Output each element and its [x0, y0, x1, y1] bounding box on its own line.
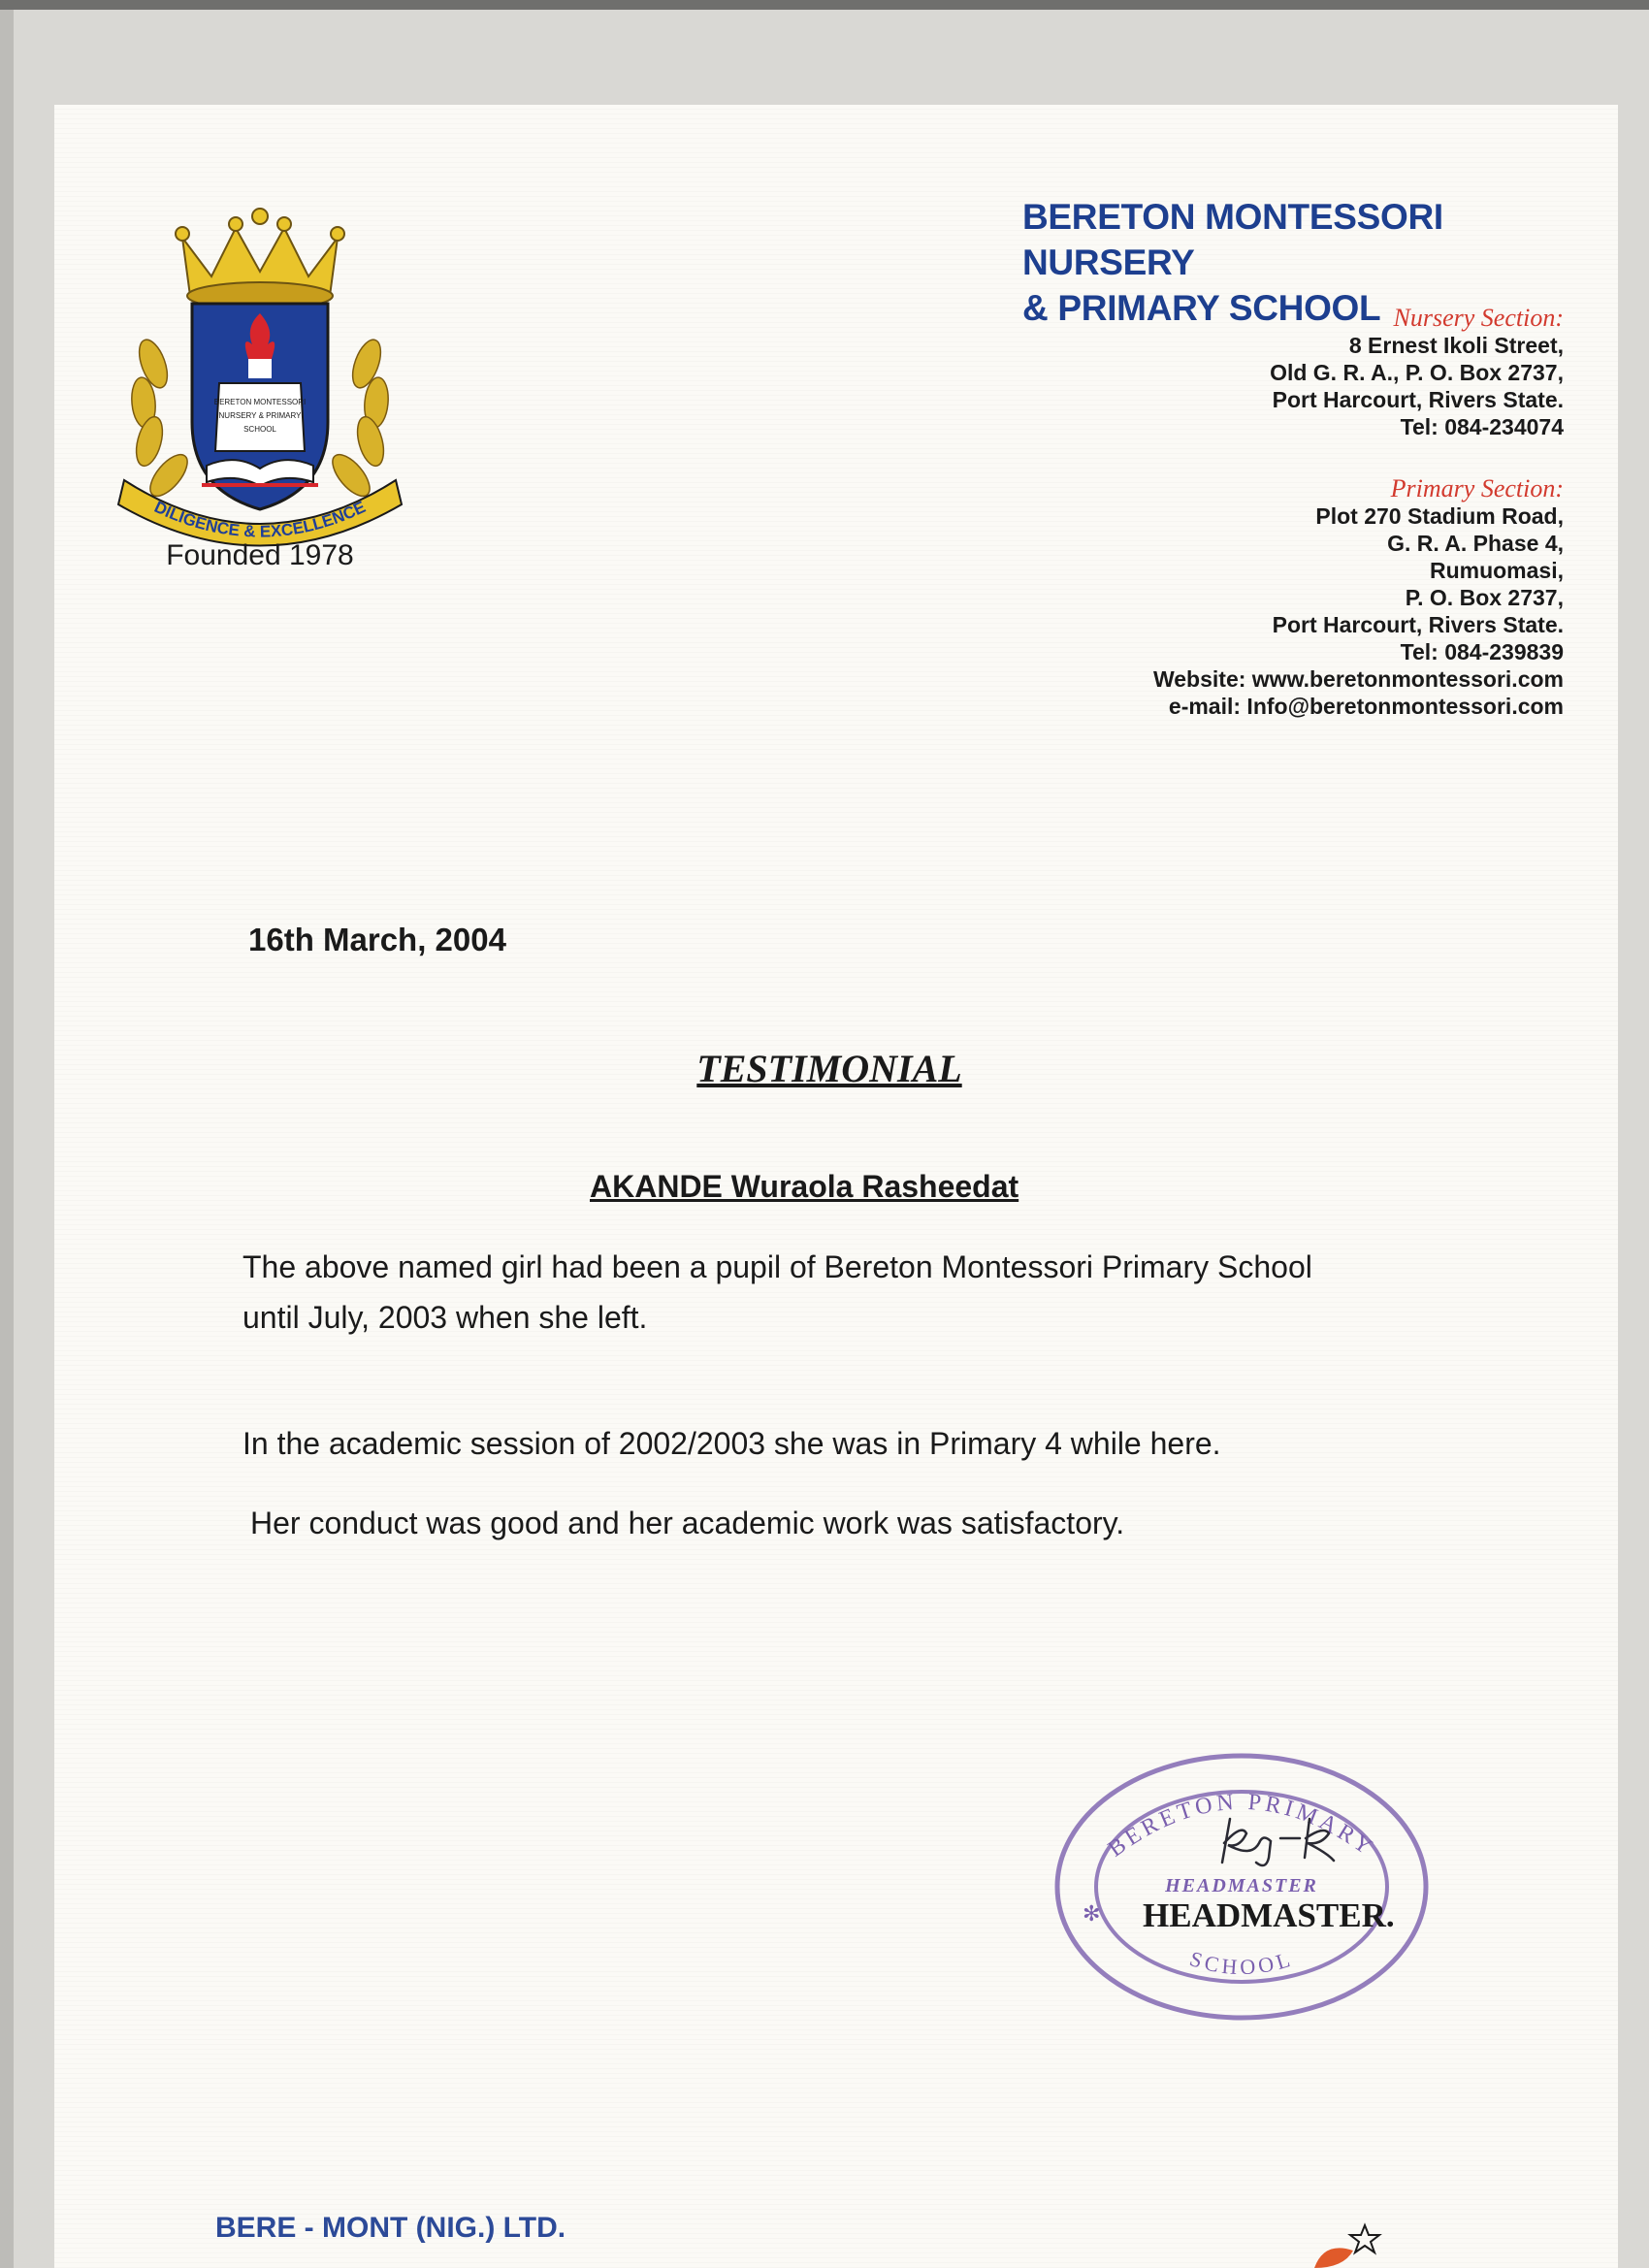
founded-year: Founded 1978: [166, 539, 354, 571]
body-paragraph-1: [242, 1242, 1406, 1343]
body-paragraph-2: In the academic session of 2002/2003 she was in Primary 4 while here.: [242, 1426, 1221, 1461]
email-text: e-mail: Info@beretonmontessori.com: [1168, 694, 1564, 719]
address-line: Plot 270 Stadium Road,: [1315, 503, 1564, 529]
pupil-name: AKANDE Wuraola Rasheedat: [590, 1169, 1019, 1204]
body-paragraph-3: Her conduct was good and her academic work was satisfactory.: [250, 1506, 1125, 1540]
primary-section-address: [1020, 475, 1564, 720]
svg-text:BERETON PRIMARY: BERETON PRIMARY: [1103, 1789, 1380, 1863]
printer-credit: BERE - MONT (NIG.) LTD.: [215, 2212, 566, 2244]
phone-number: Tel: 084-234074: [1400, 414, 1564, 439]
address-line: P. O. Box 2737,: [1405, 585, 1564, 610]
address-line: Rumuomasi,: [1429, 558, 1564, 583]
scan-edge-top: [0, 0, 1649, 10]
address-line: G. R. A. Phase 4,: [1387, 531, 1564, 556]
svg-text:NURSERY & PRIMARY: NURSERY & PRIMARY: [218, 411, 302, 420]
headmaster-signature: [1212, 1804, 1339, 1872]
primary-section-label: Primary Section:: [1390, 474, 1564, 502]
website-text: Website: www.beretonmontessori.com: [1152, 666, 1564, 692]
svg-text:HEADMASTER: HEADMASTER: [1165, 1875, 1318, 1896]
letter-date: 16th March, 2004: [248, 922, 506, 957]
address-line: Port Harcourt, Rivers State.: [1272, 612, 1564, 637]
nursery-section-address: [1020, 305, 1564, 440]
nursery-section-label: Nursery Section:: [1393, 304, 1564, 332]
school-name-line-1: BERETON MONTESSORI NURSERY: [1022, 197, 1443, 282]
body-line: until July, 2003 when she left.: [242, 1300, 648, 1335]
address-line: Port Harcourt, Rivers State.: [1272, 387, 1564, 412]
address-line: Old G. R. A., P. O. Box 2737,: [1270, 360, 1564, 385]
signatory-title: HEADMASTER.: [1143, 1896, 1395, 1934]
scan-edge-left: [0, 0, 14, 2268]
phone-number: Tel: 084-239839: [1400, 639, 1564, 664]
star-logo-icon: [1305, 2221, 1392, 2268]
address-line: 8 Ernest Ikoli Street,: [1348, 333, 1564, 358]
school-crest-logo: [114, 199, 405, 548]
svg-text:✻: ✻: [1083, 1901, 1101, 1926]
school-stamp: [1048, 1746, 1436, 2027]
school-name-line-2: & PRIMARY SCHOOL: [1022, 288, 1381, 328]
svg-text:SCHOOL: SCHOOL: [243, 425, 276, 434]
letter-title: TESTIMONIAL: [696, 1047, 962, 1090]
svg-text:SCHOOL: SCHOOL: [1186, 1946, 1297, 1980]
svg-text:DILIGENCE & EXCELLENCE: DILIGENCE & EXCELLENCE: [151, 497, 369, 541]
body-line: The above named girl had been a pupil of Bereton Montessori Primary School: [242, 1249, 1312, 1284]
svg-text:BERETON MONTESSORI: BERETON MONTESSORI: [213, 398, 307, 406]
